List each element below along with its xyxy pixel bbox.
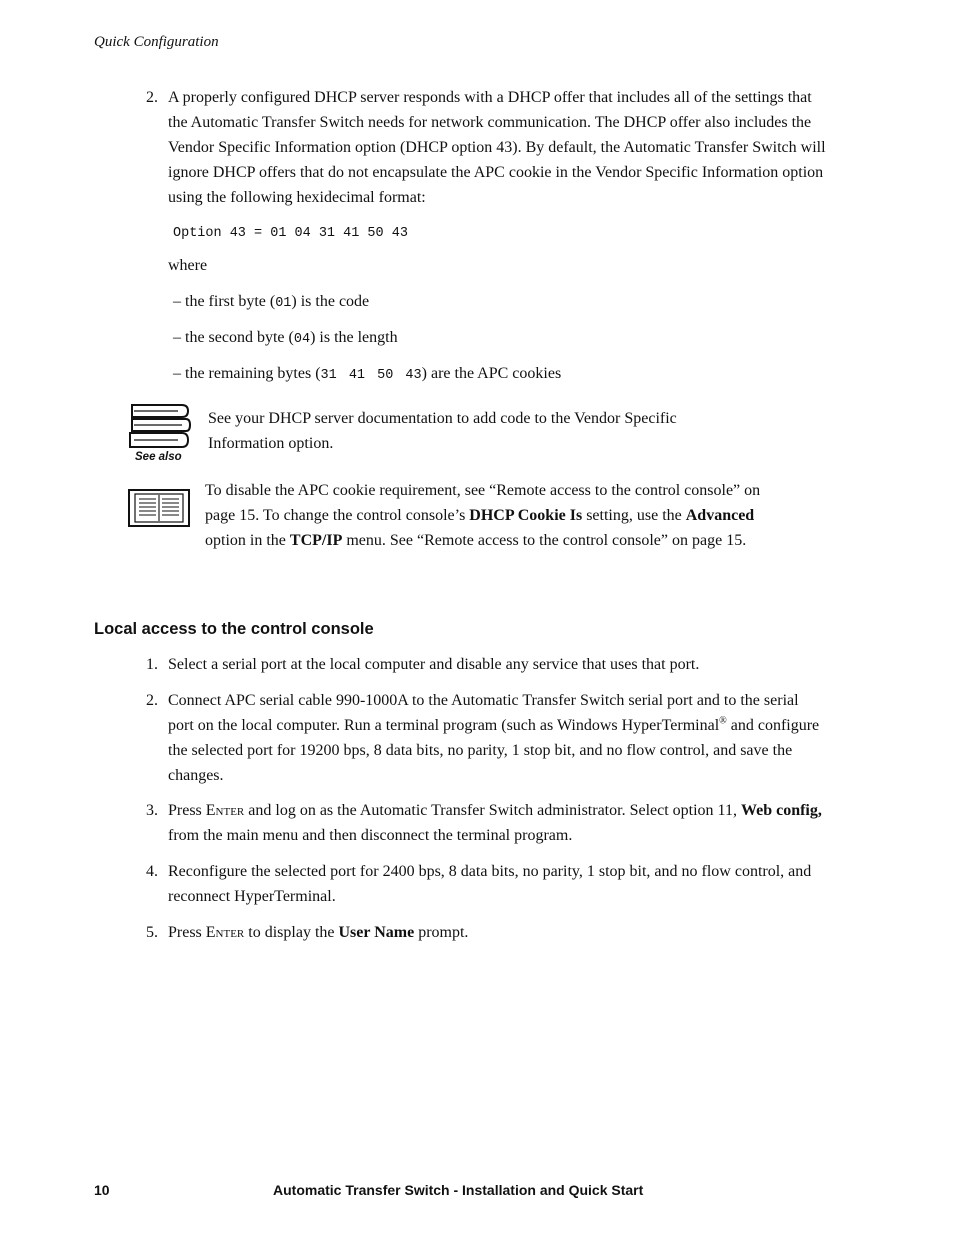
code-inline: 01 bbox=[275, 296, 292, 311]
page-number: 10 bbox=[94, 1182, 110, 1198]
key-enter: Enter bbox=[205, 802, 245, 819]
see-also-caption: See also bbox=[135, 451, 182, 463]
local-step-2: 2. Connect APC serial cable 990-1000A to the Automatic Transfer Switch serial port and to the serial port on the local computer. Run a terminal program (such as Windows HyperTerminal® and configure the selected port for 19200 bps, 8 data bits, no parity, 1 stop bit, and no flow control, and save the changes. bbox=[146, 692, 820, 784]
cookie-note: To disable the APC cookie requirement, see “Remote access to the control console” on page 15. To change the control console’s DHCP Cookie Is setting, use the Advanced option in the TCP/IP menu. See “Remote access to the control console” on page 15. bbox=[205, 482, 761, 549]
footer-title: Automatic Transfer Switch - Installation and Quick Start bbox=[273, 1182, 644, 1198]
local-step-5: 5. Press Enter to display the User Name prompt. bbox=[146, 924, 469, 941]
local-step-4: 4. Reconfigure the selected port for 2400 bps, 8 data bits, no parity, 1 stop bit, and no flow control, and reconnect HyperTerminal. bbox=[146, 863, 812, 905]
where-label: where bbox=[168, 257, 208, 274]
step-text: A properly configured DHCP server responds with a DHCP offer that includes all of the settings that the Automatic Transfer Switch needs for network communication. The DHCP offer also includes the Vendor Specific Information option (DHCP option 43). By default, the Automatic Transfer Switch will ignore DHCP offers that do not encapsulate the APC cookie in the Vendor Specific Information option using the following hexidecimal format: bbox=[168, 89, 826, 206]
section-heading: Local access to the control console bbox=[94, 620, 374, 638]
local-step-1: 1. Select a serial port at the local computer and disable any service that uses that port. bbox=[146, 656, 700, 673]
running-head: Quick Configuration bbox=[94, 34, 219, 50]
see-also-text: See your DHCP server documentation to add code to the Vendor Specific Information option. bbox=[208, 410, 677, 452]
dhcp-step-2 bbox=[146, 85, 828, 210]
bullet-remaining-bytes: – the remaining bytes (31 41 50 43) are the APC cookies bbox=[173, 365, 562, 383]
local-step-3: 3. Press Enter and log on as the Automatic Transfer Switch administrator. Select option 11, Web config, from the main menu and then disconnect the terminal program. bbox=[146, 802, 822, 844]
code-line: Option 43 = 01 04 31 41 50 43 bbox=[173, 226, 408, 241]
see-also-books-icon bbox=[126, 402, 192, 472]
code-inline: 31 41 50 43 bbox=[320, 368, 422, 383]
step-number: 2. bbox=[146, 89, 158, 106]
bullet-first-byte: – the first byte (01) is the code bbox=[173, 293, 370, 311]
code-inline: 04 bbox=[293, 332, 311, 347]
key-enter: Enter bbox=[205, 924, 245, 941]
document-icon bbox=[128, 489, 190, 537]
bullet-second-byte: – the second byte (04) is the length bbox=[173, 329, 398, 347]
